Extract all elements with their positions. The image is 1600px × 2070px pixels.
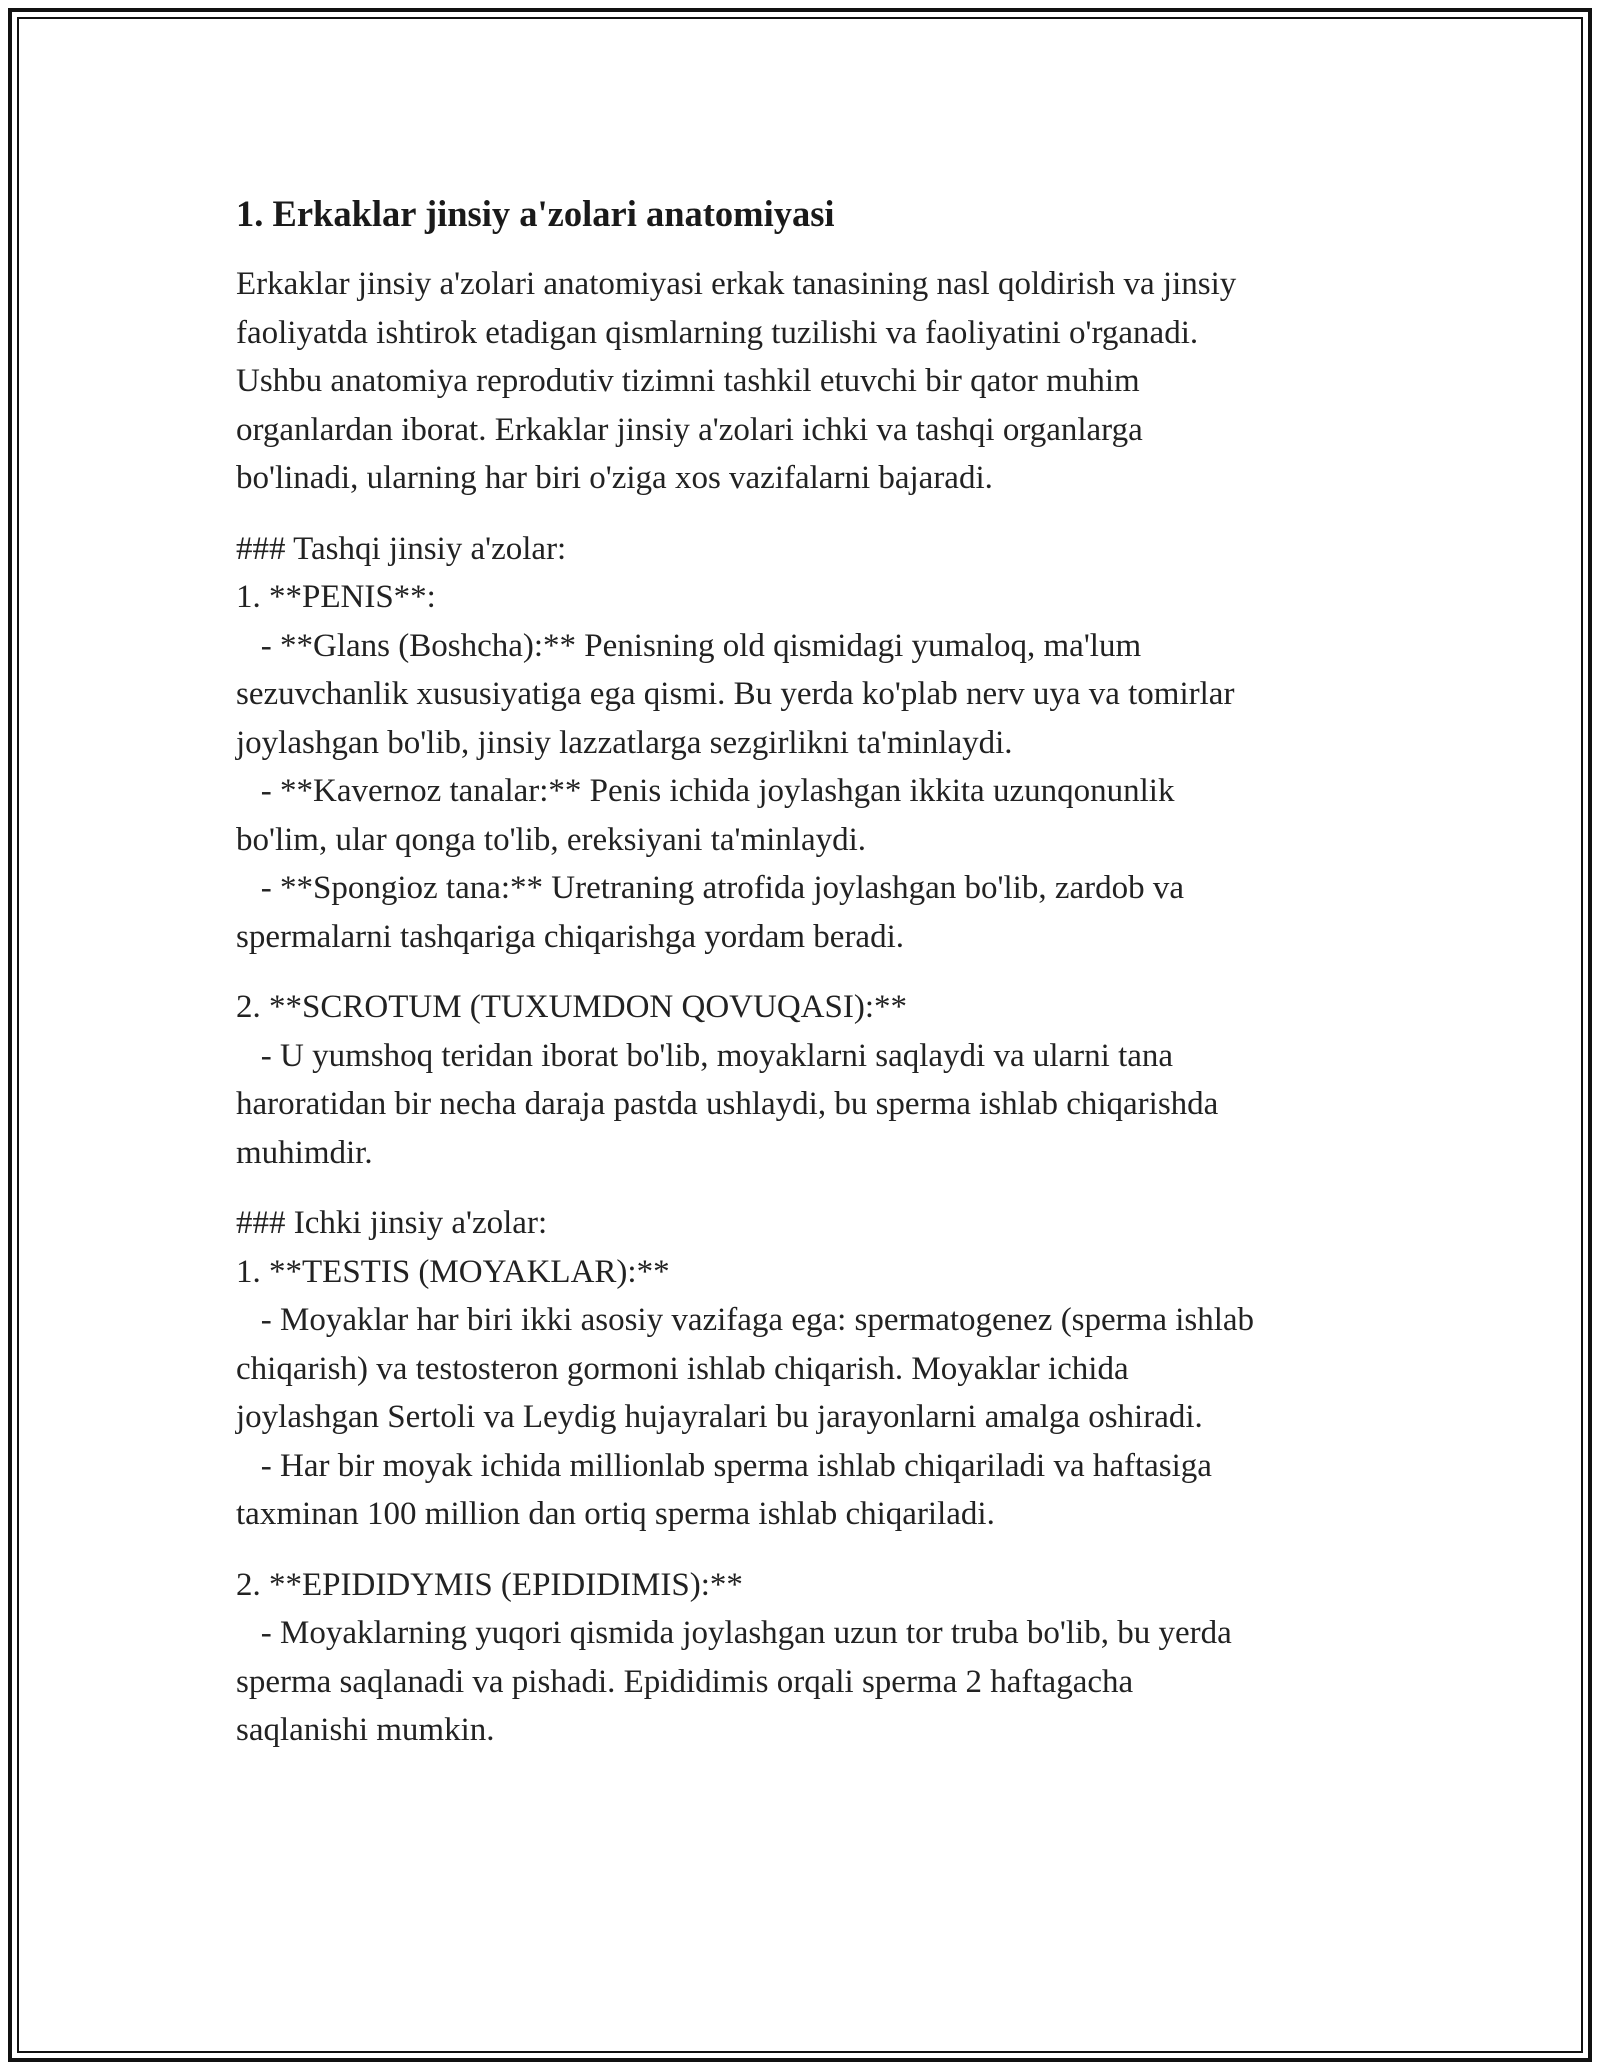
- document-body: [236, 186, 1396, 1755]
- external-organs-section: ### Tashqi jinsiy a'zolar: 1. **PENIS**: - **Glans (Boshcha):** Penisning old qismidagi yumaloq, ma'lum sezuvchanlik xususiyatiga ega qismi. Bu yerda ko'plab nerv uya va tomirlar joylashgan bo'lib, jinsiy lazzatlarga sezgirlikni ta'minlaydi. - **Kavernoz tanalar:** Penis ichida joylashgan ikkita uzunqonunlik bo'lim, ular qonga to'lib, ereksiyani ta'minlaydi. - **Spongioz tana:** Uretraning atrofida joylashgan bo'lib, zardob va spermalarni tashqariga chiqarishga yordam beradi.: [236, 530, 1235, 955]
- epididymis-section: 2. **EPIDIDYMIS (EPIDIDIMIS):** - Moyaklarning yuqori qismida joylashgan uzun tor truba bo'lib, bu yerda sperma saqlanadi va pishadi. Epididimis orqali sperma 2 haftagacha saqlanishi mumkin.: [236, 1566, 1232, 1748]
- document-title: 1. Erkaklar jinsiy a'zolari anatomiyasi: [236, 193, 835, 234]
- scrotum-section: 2. **SCROTUM (TUXUMDON QOVUQASI):** - U yumshoq teridan iborat bo'lib, moyaklarni saqlaydi va ularni tana haroratidan bir necha daraja pastda ushlaydi, bu sperma ishlab chiqarishda muhimdir.: [236, 989, 1219, 1171]
- internal-organs-section: ### Ichki jinsiy a'zolar: 1. **TESTIS (MOYAKLAR):** - Moyaklar har biri ikki asosiy vazifaga ega: spermatogenez (sperma ishlab chiqarish) va testosteron gormoni ishlab chiqarish. Moyaklar ichida joylashgan Sertoli va Leydig hujayralari bu jarayonlarni amalga oshiradi. - Har bir moyak ichida millionlab sperma ishlab chiqariladi va haftasiga taxminan 100 million dan ortiq sperma ishlab chiqariladi.: [236, 1205, 1255, 1532]
- intro-paragraph: Erkaklar jinsiy a'zolari anatomiyasi erkak tanasining nasl qoldirish va jinsiy faoliyatda ishtirok etadigan qismlarning tuzilishi va faoliyatini o'rganadi. Ushbu anatomiya reprodutiv tizimni tashkil etuvchi bir qator muhim organlardan iborat. Erkaklar jinsiy a'zolari ichki va tashqi organlarga bo'linadi, ularning har biri o'ziga xos vazifalarni bajaradi.: [236, 266, 1237, 496]
